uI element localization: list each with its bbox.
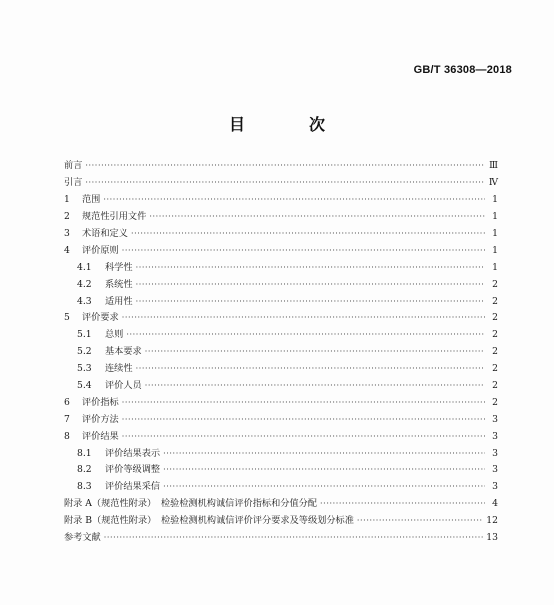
dot-leader xyxy=(163,448,485,460)
toc-entry-page: 2 xyxy=(492,380,498,392)
toc-entry[interactable] xyxy=(64,513,498,530)
dot-leader xyxy=(122,414,485,426)
toc-entry-label xyxy=(64,160,82,172)
toc-entry[interactable] xyxy=(64,327,498,344)
toc-entry-text: 评价结果 xyxy=(82,430,119,442)
toc-entry-label xyxy=(64,414,119,426)
toc-entry[interactable] xyxy=(64,445,498,462)
dot-leader xyxy=(122,312,485,324)
toc-entry-label xyxy=(64,177,82,189)
toc-entry-number: 3 xyxy=(64,228,70,239)
toc-entry[interactable] xyxy=(64,361,498,378)
toc-entry-text: 基本要求 xyxy=(105,346,142,358)
toc-entry-page: 1 xyxy=(492,194,498,206)
dot-leader xyxy=(104,532,484,544)
toc-entry-page: 1 xyxy=(492,244,498,256)
toc-entry-text: 评价要求 xyxy=(82,312,119,324)
toc-entry-number: 4.1 xyxy=(77,261,92,273)
toc-entry-label xyxy=(64,397,119,409)
toc-entry[interactable] xyxy=(64,175,498,192)
toc-entry-number: 8 xyxy=(64,430,70,442)
toc-entry-text: 规范性引用文件 xyxy=(82,211,147,223)
toc-entry-label xyxy=(64,194,100,206)
dot-leader xyxy=(136,262,485,274)
dot-leader xyxy=(136,296,485,308)
toc-entry-label xyxy=(77,380,142,392)
toc-entry-page: 3 xyxy=(492,481,498,493)
toc-entry[interactable] xyxy=(64,158,498,175)
toc-entry-number: 5.3 xyxy=(77,363,92,375)
dot-leader xyxy=(163,481,485,493)
toc-entry-label xyxy=(64,228,128,240)
toc-entry[interactable] xyxy=(64,192,498,209)
toc-entry-label xyxy=(77,464,160,476)
toc-entry-page: 2 xyxy=(492,278,498,290)
toc-entry-label xyxy=(77,262,133,274)
toc-entry-text: 系统性 xyxy=(105,278,133,290)
toc-entry-page: 3 xyxy=(492,447,498,459)
toc-entry[interactable] xyxy=(64,276,498,293)
dot-leader xyxy=(103,194,485,206)
toc-entry[interactable] xyxy=(64,310,498,327)
toc-entry-label xyxy=(77,481,160,493)
toc-entry[interactable] xyxy=(64,394,498,411)
toc-entry-label xyxy=(77,346,142,358)
toc-entry-page: Ⅳ xyxy=(488,177,498,189)
toc-entry-text: 总则 xyxy=(105,329,124,341)
toc-entry-number: 5.2 xyxy=(77,346,92,358)
toc-entry[interactable] xyxy=(64,242,498,259)
toc-entry-label xyxy=(64,211,146,223)
toc-entry-page: Ⅲ xyxy=(489,160,498,172)
toc-entry-text: 术语和定义 xyxy=(82,228,128,239)
toc-entry-page: 2 xyxy=(492,329,498,341)
dot-leader xyxy=(122,431,485,443)
toc-entry[interactable] xyxy=(64,496,498,513)
toc-entry-text: 适用性 xyxy=(105,295,133,307)
toc-entry-number: 2 xyxy=(64,211,70,223)
toc-entry-label xyxy=(64,498,317,510)
toc-entry-label xyxy=(77,448,160,460)
dot-leader xyxy=(85,177,485,189)
toc-entry-text: 引言 xyxy=(64,177,83,189)
toc-entry-label xyxy=(77,363,133,375)
toc-entry-label xyxy=(77,279,133,291)
toc-entry-page: 12 xyxy=(486,515,498,527)
toc-entry-number: 8.3 xyxy=(77,481,92,493)
toc-entry[interactable] xyxy=(64,209,498,226)
toc-entry-page: 1 xyxy=(492,228,498,239)
dot-leader xyxy=(131,228,485,240)
toc-entry[interactable] xyxy=(64,462,498,479)
toc-entry[interactable] xyxy=(64,293,498,310)
toc-entry-text: 评价等级调整 xyxy=(105,464,161,476)
toc-entry-text: 评价原则 xyxy=(82,244,119,256)
dot-leader xyxy=(126,329,485,341)
dot-leader xyxy=(122,245,485,257)
toc-entry-label xyxy=(64,515,354,527)
toc-entry-page: 13 xyxy=(486,532,498,544)
toc-entry-page: 1 xyxy=(492,261,498,273)
toc-entry-page: 2 xyxy=(492,346,498,358)
toc-entry-label xyxy=(64,532,101,544)
toc-entry-number: 1 xyxy=(64,194,70,206)
toc-entry-text: 科学性 xyxy=(105,261,133,273)
toc-title: 目 次 xyxy=(228,115,349,134)
toc-entry[interactable] xyxy=(64,530,498,547)
toc-entry-label xyxy=(64,431,119,443)
dot-leader xyxy=(145,380,485,392)
toc-entry[interactable] xyxy=(64,479,498,496)
toc-entry[interactable] xyxy=(64,378,498,395)
toc-entry[interactable] xyxy=(64,226,498,243)
dot-leader xyxy=(149,211,485,223)
dot-leader xyxy=(163,464,485,476)
toc-entry-text: 评价指标 xyxy=(82,396,119,408)
toc-entry-text: 连续性 xyxy=(105,363,133,375)
toc-entry-label xyxy=(77,329,123,341)
toc-entry-text: 附录 B（规范性附录） 检验检测机构诚信评价评分要求及等级划分标准 xyxy=(64,515,354,527)
toc-entry-label xyxy=(77,296,133,308)
toc-entry-number: 8.1 xyxy=(77,447,92,459)
toc-entry-text: 评价方法 xyxy=(82,413,119,425)
toc-entry-number: 7 xyxy=(64,413,70,425)
dot-leader xyxy=(136,279,485,291)
toc-entry-page: 2 xyxy=(492,396,498,408)
toc-entry-number: 5.4 xyxy=(77,380,92,392)
toc-entry-page: 3 xyxy=(492,413,498,425)
toc-entry-text: 参考文献 xyxy=(64,532,101,544)
toc-entry-text: 范围 xyxy=(82,194,101,206)
toc-entry-text: 评价结果采信 xyxy=(105,481,161,493)
toc-entry-text: 评价人员 xyxy=(105,380,142,392)
toc-entry[interactable] xyxy=(64,259,498,276)
toc-entry-number: 8.2 xyxy=(77,464,92,476)
toc-entry-number: 5.1 xyxy=(77,329,92,341)
toc-entry-text: 前言 xyxy=(64,160,83,172)
dot-leader xyxy=(357,515,483,527)
toc-entry-page: 4 xyxy=(492,498,498,510)
dot-leader xyxy=(85,160,485,172)
table-of-contents xyxy=(64,158,498,546)
dot-leader xyxy=(136,363,485,375)
toc-entry-page: 2 xyxy=(492,295,498,307)
toc-entry[interactable] xyxy=(64,428,498,445)
toc-entry-page: 2 xyxy=(492,312,498,324)
dot-leader xyxy=(145,346,485,358)
toc-entry-number: 4.2 xyxy=(77,278,92,290)
toc-entry-page: 2 xyxy=(492,363,498,375)
dot-leader xyxy=(122,397,485,409)
dot-leader xyxy=(320,498,485,510)
standard-code: GB/T 36308—2018 xyxy=(413,64,512,76)
toc-entry-number: 6 xyxy=(64,396,70,408)
toc-entry[interactable] xyxy=(64,411,498,428)
toc-entry-page: 1 xyxy=(492,211,498,223)
toc-entry-label xyxy=(64,312,119,324)
toc-entry-text: 评价结果表示 xyxy=(105,447,161,459)
toc-entry-page: 3 xyxy=(492,430,498,442)
toc-entry-label xyxy=(64,245,119,257)
toc-entry-number: 5 xyxy=(64,312,70,324)
toc-entry-number: 4 xyxy=(64,244,70,256)
toc-entry-number: 4.3 xyxy=(77,295,92,307)
toc-entry-page: 3 xyxy=(492,464,498,476)
toc-entry-text: 附录 A（规范性附录） 检验检测机构诚信评价指标和分值分配 xyxy=(64,498,318,510)
toc-entry[interactable] xyxy=(64,344,498,361)
